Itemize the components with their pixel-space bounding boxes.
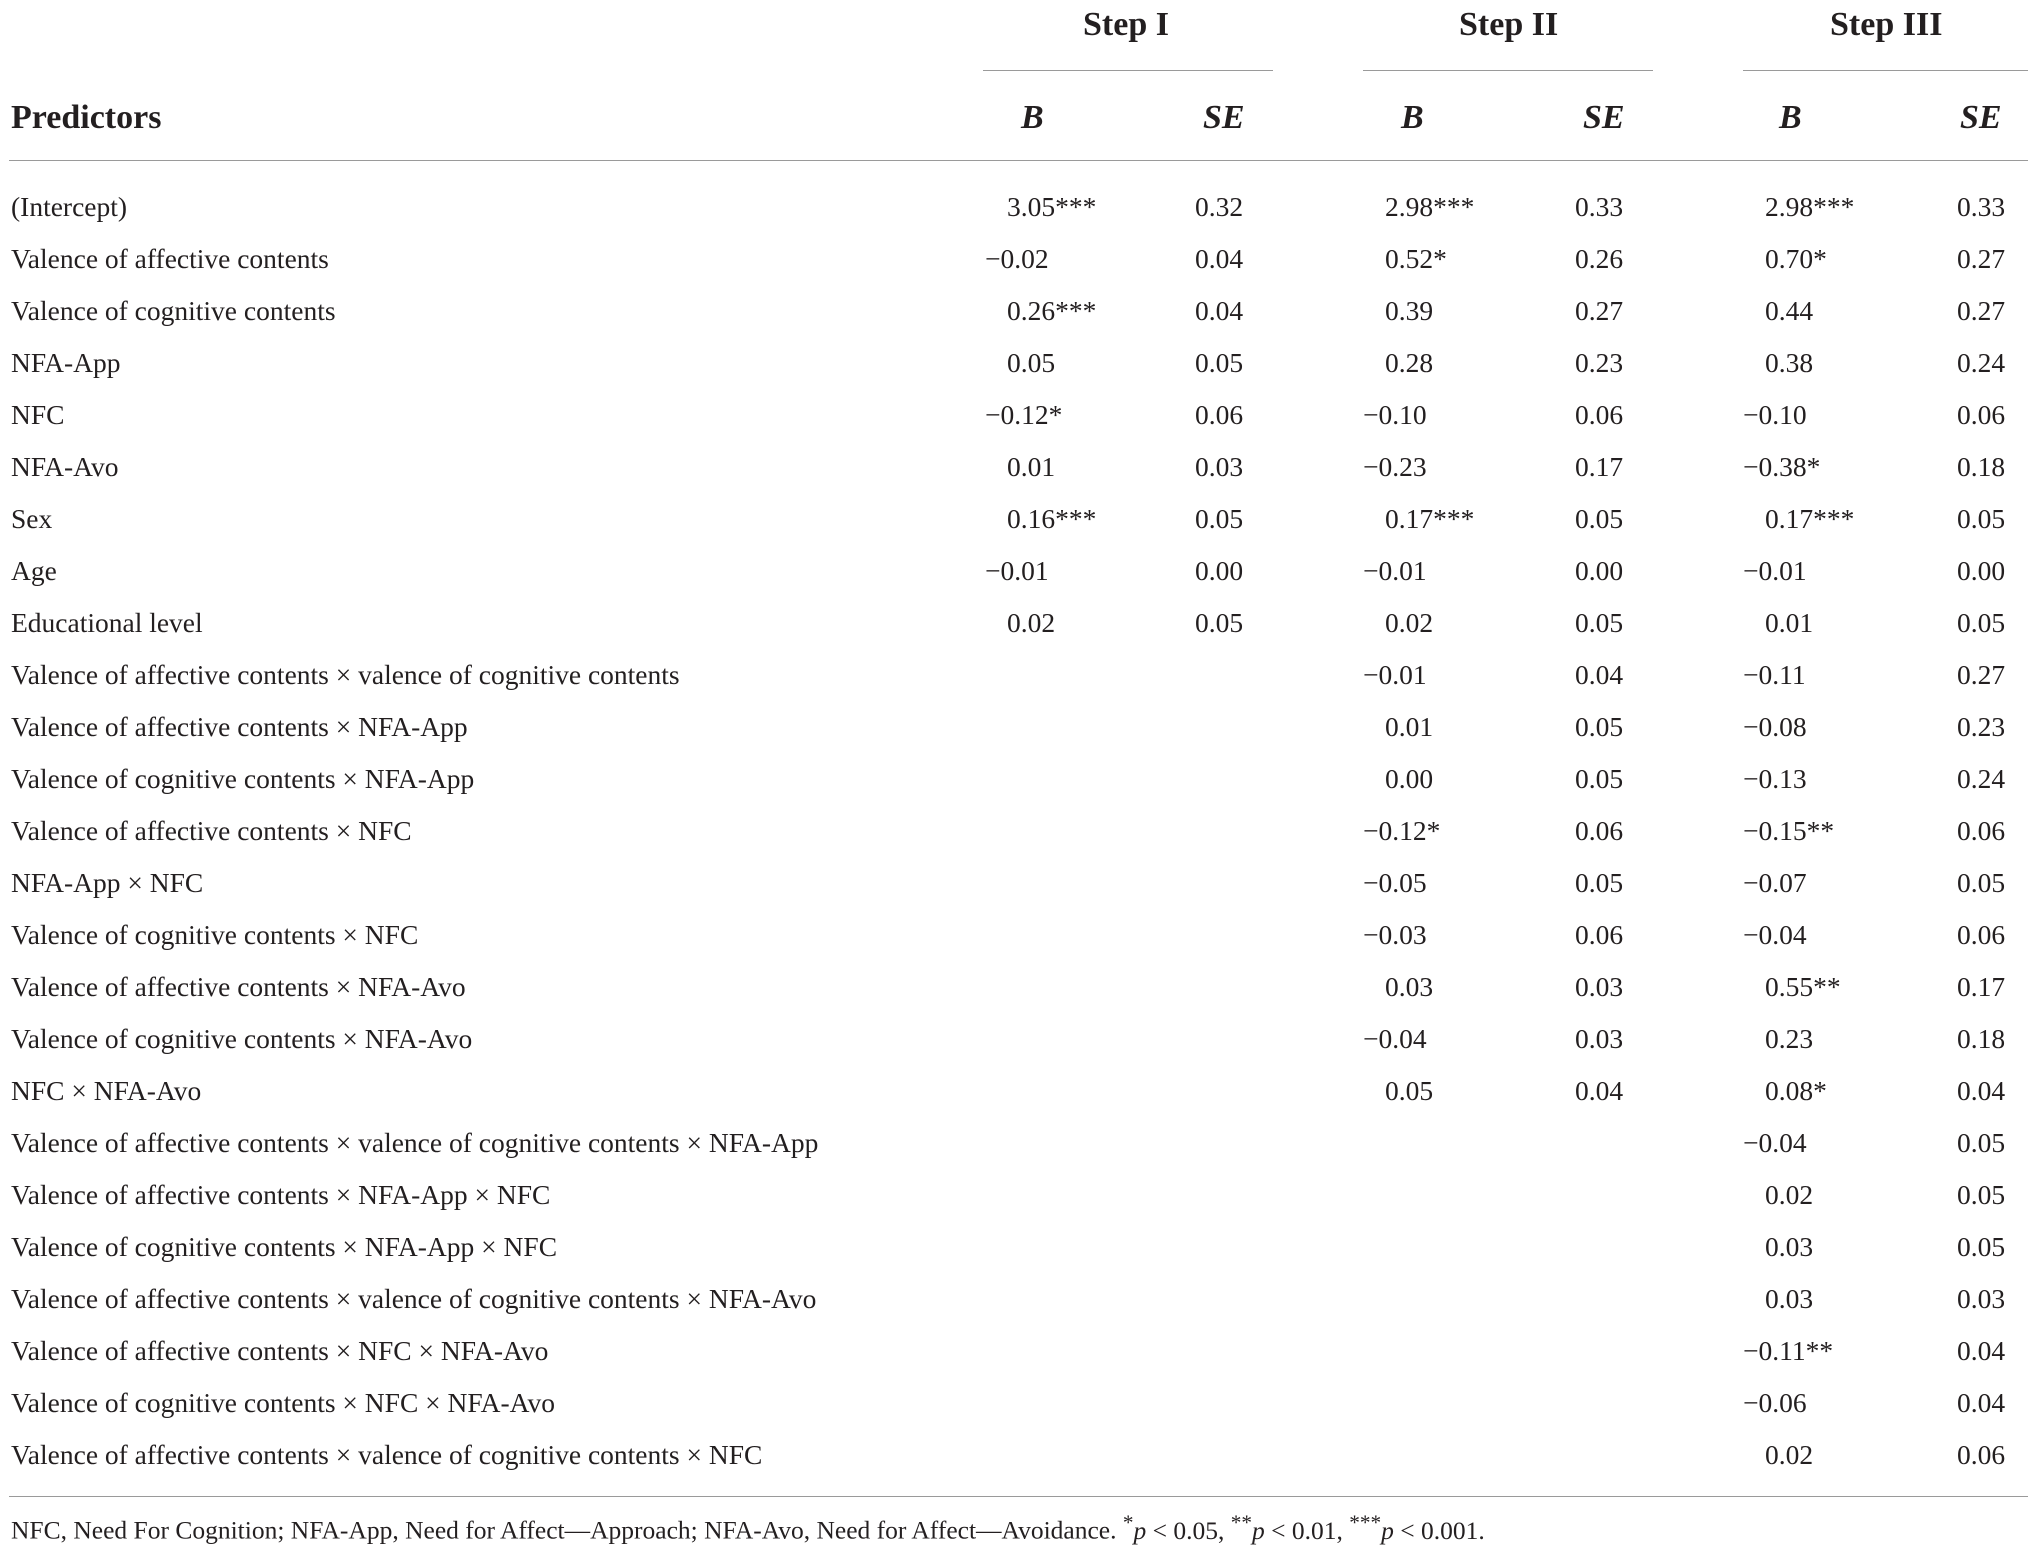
step-3-b-cell: −0.06 xyxy=(1743,1387,1807,1418)
step-3-se-cell: 0.04 xyxy=(1957,1075,2006,1106)
footnote-sig-2: **p < 0.01, xyxy=(1230,1510,1350,1545)
step-2-b-cell: 0.39 xyxy=(1385,295,1434,326)
step-2-se-cell: 0.27 xyxy=(1575,295,1624,326)
predictor-cell: Valence of affective contents × NFA-App xyxy=(11,711,468,742)
step-2-se-cell: 0.05 xyxy=(1575,607,1624,638)
step-3-se-cell: 0.05 xyxy=(1957,503,2006,534)
predictor-cell: Valence of cognitive contents × NFC xyxy=(11,919,419,950)
step-1-rule xyxy=(983,70,1273,71)
step-2-b-cell: −0.23 xyxy=(1363,451,1427,482)
step-3-b-cell: 0.02 xyxy=(1765,1179,1814,1210)
predictor-cell: Educational level xyxy=(11,607,203,638)
predictor-cell: Valence of cognitive contents × NFA-App × NFC xyxy=(11,1231,558,1262)
step-1-b-cell: 0.05 xyxy=(1007,347,1056,378)
step-1-se-cell: 0.04 xyxy=(1195,243,1244,274)
step-2-se-cell: 0.00 xyxy=(1575,555,1624,586)
step-2-se-cell: 0.05 xyxy=(1575,867,1624,898)
step-3-se-cell: 0.17 xyxy=(1957,971,2006,1002)
predictor-cell: Valence of cognitive contents xyxy=(11,295,336,326)
step-3-se-cell: 0.03 xyxy=(1957,1283,2006,1314)
footnote-sig-1: *p < 0.05, xyxy=(1122,1510,1231,1545)
step-2-b-cell: −0.12* xyxy=(1363,815,1441,846)
step-2-b-cell: 0.28 xyxy=(1385,347,1434,378)
step-3-se-cell: 0.00 xyxy=(1957,555,2006,586)
step-2-title: Step II xyxy=(1459,6,1559,43)
predictor-cell: NFC × NFA-Avo xyxy=(11,1075,202,1106)
step-2-b-cell: 0.02 xyxy=(1385,607,1434,638)
predictor-cell: Valence of affective contents × valence of cognitive contents × NFA-Avo xyxy=(11,1283,817,1314)
step-2-se-cell: 0.03 xyxy=(1575,971,1624,1002)
step-3-se-cell: 0.06 xyxy=(1957,815,2006,846)
step-1-se-heading: SE xyxy=(1203,99,1245,136)
step-2-se-cell: 0.06 xyxy=(1575,399,1624,430)
step-1-b-heading: B xyxy=(1021,99,1044,136)
predictor-cell: Valence of affective contents × NFC × NFA-Avo xyxy=(11,1335,549,1366)
predictor-cell: NFA-App × NFC xyxy=(11,867,204,898)
step-3-rule xyxy=(1743,70,2028,71)
step-3-b-cell: −0.04 xyxy=(1743,919,1807,950)
table-footnote xyxy=(11,1512,1485,1543)
step-2-se-cell: 0.17 xyxy=(1575,451,1624,482)
predictors-heading: Predictors xyxy=(11,99,162,136)
step-3-b-cell: 0.44 xyxy=(1765,295,1814,326)
step-1-se-cell: 0.05 xyxy=(1195,503,1244,534)
step-3-b-cell: −0.07 xyxy=(1743,867,1807,898)
step-2-b-cell: −0.10 xyxy=(1363,399,1427,430)
step-3-se-cell: 0.24 xyxy=(1957,347,2006,378)
predictor-cell: Valence of affective contents × NFA-Avo xyxy=(11,971,466,1002)
predictor-cell: Valence of affective contents × valence of cognitive contents xyxy=(11,659,680,690)
step-3-b-cell: 2.98*** xyxy=(1765,191,1855,222)
step-2-b-cell: 0.05 xyxy=(1385,1075,1434,1106)
step-3-b-cell: −0.11** xyxy=(1743,1335,1834,1366)
step-3-se-cell: 0.05 xyxy=(1957,1127,2006,1158)
step-2-se-cell: 0.03 xyxy=(1575,1023,1624,1054)
step-2-se-cell: 0.04 xyxy=(1575,1075,1624,1106)
step-3-b-cell: −0.11 xyxy=(1743,659,1806,690)
predictor-cell: NFC xyxy=(11,399,65,430)
step-3-se-cell: 0.27 xyxy=(1957,659,2006,690)
step-3-se-cell: 0.04 xyxy=(1957,1387,2006,1418)
step-2-b-cell: 0.00 xyxy=(1385,763,1434,794)
step-3-b-cell: 0.70* xyxy=(1765,243,1827,274)
step-2-se-cell: 0.05 xyxy=(1575,503,1624,534)
step-3-se-cell: 0.27 xyxy=(1957,295,2006,326)
step-3-se-heading: SE xyxy=(1960,99,2002,136)
step-3-se-cell: 0.18 xyxy=(1957,1023,2006,1054)
step-3-se-cell: 0.27 xyxy=(1957,243,2006,274)
step-1-b-cell: 0.02 xyxy=(1007,607,1056,638)
step-2-se-heading: SE xyxy=(1583,99,1625,136)
step-3-b-cell: −0.04 xyxy=(1743,1127,1807,1158)
step-3-b-cell: −0.10 xyxy=(1743,399,1807,430)
step-3-b-cell: 0.23 xyxy=(1765,1023,1814,1054)
step-3-b-cell: 0.01 xyxy=(1765,607,1814,638)
step-2-se-cell: 0.23 xyxy=(1575,347,1624,378)
header-rule xyxy=(9,160,2028,161)
step-3-b-cell: 0.08* xyxy=(1765,1075,1827,1106)
step-2-se-cell: 0.06 xyxy=(1575,919,1624,950)
step-3-se-cell: 0.04 xyxy=(1957,1335,2006,1366)
step-1-b-cell: 0.16*** xyxy=(1007,503,1097,534)
step-1-b-cell: 0.26*** xyxy=(1007,295,1097,326)
footnote-sig-3: ***p < 0.001. xyxy=(1349,1510,1485,1545)
step-3-se-cell: 0.33 xyxy=(1957,191,2006,222)
step-3-b-cell: −0.15** xyxy=(1743,815,1835,846)
step-3-b-cell: −0.08 xyxy=(1743,711,1807,742)
step-2-rule xyxy=(1363,70,1653,71)
step-3-b-cell: −0.38* xyxy=(1743,451,1821,482)
step-1-b-cell: −0.12* xyxy=(985,399,1063,430)
footnote-definitions: NFC, Need For Cognition; NFA-App, Need for Affect—Approach; NFA-Avo, Need for Affect—Avoidance. xyxy=(11,1515,1117,1545)
step-1-b-cell: −0.01 xyxy=(985,555,1049,586)
step-3-se-cell: 0.06 xyxy=(1957,1439,2006,1470)
step-2-b-cell: −0.04 xyxy=(1363,1023,1427,1054)
step-2-b-cell: −0.05 xyxy=(1363,867,1427,898)
step-1-title: Step I xyxy=(1083,6,1169,43)
step-1-se-cell: 0.04 xyxy=(1195,295,1244,326)
step-3-se-cell: 0.06 xyxy=(1957,399,2006,430)
table-bottom-rule xyxy=(9,1496,2028,1497)
step-3-se-cell: 0.06 xyxy=(1957,919,2006,950)
step-1-se-cell: 0.03 xyxy=(1195,451,1244,482)
predictor-cell: Valence of cognitive contents × NFA-App xyxy=(11,763,475,794)
predictor-cell: Valence of cognitive contents × NFC × NFA-Avo xyxy=(11,1387,555,1418)
step-2-b-cell: −0.03 xyxy=(1363,919,1427,950)
step-2-b-cell: 0.03 xyxy=(1385,971,1434,1002)
step-3-b-heading: B xyxy=(1779,99,1802,136)
step-2-se-cell: 0.05 xyxy=(1575,763,1624,794)
step-3-se-cell: 0.05 xyxy=(1957,1231,2006,1262)
step-2-se-cell: 0.05 xyxy=(1575,711,1624,742)
predictor-cell: Age xyxy=(11,555,57,586)
predictor-cell: (Intercept) xyxy=(11,191,128,222)
step-3-b-cell: 0.03 xyxy=(1765,1231,1814,1262)
predictor-cell: Sex xyxy=(11,503,53,534)
step-1-se-cell: 0.06 xyxy=(1195,399,1244,430)
step-2-se-cell: 0.33 xyxy=(1575,191,1624,222)
step-3-b-cell: 0.38 xyxy=(1765,347,1814,378)
step-1-se-cell: 0.32 xyxy=(1195,191,1244,222)
predictor-cell: Valence of affective contents × NFC xyxy=(11,815,412,846)
step-3-b-cell: 0.17*** xyxy=(1765,503,1855,534)
step-2-b-cell: 0.01 xyxy=(1385,711,1434,742)
step-3-se-cell: 0.05 xyxy=(1957,607,2006,638)
step-3-se-cell: 0.24 xyxy=(1957,763,2006,794)
step-3-se-cell: 0.05 xyxy=(1957,1179,2006,1210)
step-1-se-cell: 0.05 xyxy=(1195,347,1244,378)
step-2-b-heading: B xyxy=(1401,99,1424,136)
step-1-b-cell: 3.05*** xyxy=(1007,191,1097,222)
step-3-b-cell: −0.01 xyxy=(1743,555,1807,586)
step-2-se-cell: 0.06 xyxy=(1575,815,1624,846)
step-1-b-cell: −0.02 xyxy=(985,243,1049,274)
step-3-b-cell: 0.55** xyxy=(1765,971,1841,1002)
step-2-b-cell: −0.01 xyxy=(1363,659,1427,690)
predictor-cell: NFA-App xyxy=(11,347,121,378)
step-3-se-cell: 0.18 xyxy=(1957,451,2006,482)
step-2-b-cell: 0.52* xyxy=(1385,243,1447,274)
step-2-b-cell: 0.17*** xyxy=(1385,503,1475,534)
predictor-cell: NFA-Avo xyxy=(11,451,119,482)
step-2-se-cell: 0.04 xyxy=(1575,659,1624,690)
predictor-cell: Valence of affective contents xyxy=(11,243,329,274)
predictor-cell: Valence of affective contents × NFA-App × NFC xyxy=(11,1179,551,1210)
predictor-cell: Valence of affective contents × valence of cognitive contents × NFC xyxy=(11,1439,763,1470)
step-1-se-cell: 0.00 xyxy=(1195,555,1244,586)
step-1-se-cell: 0.05 xyxy=(1195,607,1244,638)
predictor-cell: Valence of affective contents × valence of cognitive contents × NFA-App xyxy=(11,1127,819,1158)
step-1-b-cell: 0.01 xyxy=(1007,451,1056,482)
step-2-b-cell: −0.01 xyxy=(1363,555,1427,586)
predictor-cell: Valence of cognitive contents × NFA-Avo xyxy=(11,1023,473,1054)
step-2-se-cell: 0.26 xyxy=(1575,243,1624,274)
step-3-se-cell: 0.05 xyxy=(1957,867,2006,898)
step-3-b-cell: −0.13 xyxy=(1743,763,1807,794)
step-3-title: Step III xyxy=(1830,6,1943,43)
step-3-b-cell: 0.03 xyxy=(1765,1283,1814,1314)
step-3-b-cell: 0.02 xyxy=(1765,1439,1814,1470)
step-2-b-cell: 2.98*** xyxy=(1385,191,1475,222)
step-3-se-cell: 0.23 xyxy=(1957,711,2006,742)
